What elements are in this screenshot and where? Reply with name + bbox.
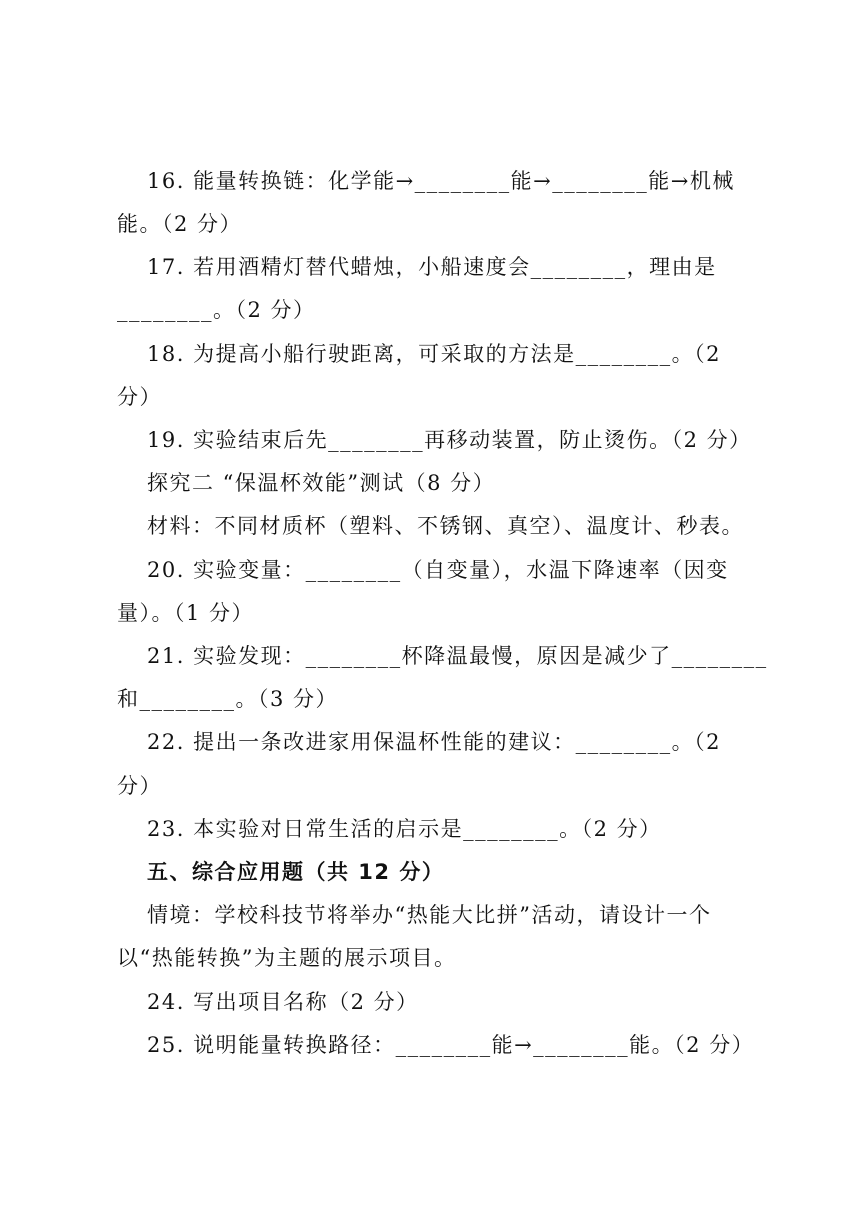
- question-22-line-2: 分）: [117, 774, 162, 798]
- question-17-line-2: ________。（2 分）: [117, 298, 316, 322]
- question-22-line-1: 22. 提出一条改进家用保温杯性能的建议：________。（2: [147, 730, 721, 754]
- question-24: 24. 写出项目名称（2 分）: [147, 990, 419, 1014]
- question-21-line-2: 和________。（3 分）: [117, 687, 339, 711]
- question-20-line-1: 20. 实验变量：________（自变量），水温下降速率（因变: [147, 558, 729, 582]
- question-18-line-2: 分）: [117, 385, 162, 409]
- question-17-line-1: 17. 若用酒精灯替代蜡烛，小船速度会________，理由是: [147, 255, 717, 279]
- question-21-line-1: 21. 实验发现：________杯降温最慢，原因是减少了________: [147, 644, 768, 668]
- question-18-line-1: 18. 为提高小船行驶距离，可采取的方法是________。（2: [147, 342, 721, 366]
- question-23: 23. 本实验对日常生活的启示是________。（2 分）: [147, 817, 662, 841]
- question-19: 19. 实验结束后先________再移动装置，防止烫伤。（2 分）: [147, 428, 752, 452]
- section-heading-5: 五、综合应用题（共 12 分）: [147, 860, 445, 884]
- scenario-line-2: 以“热能转换”为主题的展示项目。: [117, 946, 457, 970]
- question-25: 25. 说明能量转换路径：________能→________能。（2 分）: [147, 1033, 755, 1057]
- section-heading-explore-2: 探究二 “保温杯效能”测试（8 分）: [147, 471, 496, 495]
- scenario-line-1: 情境：学校科技节将举办“热能大比拼”活动，请设计一个: [147, 903, 712, 927]
- materials-line: 材料：不同材质杯（塑料、不锈钢、真空）、温度计、秒表。: [147, 514, 744, 538]
- question-20-line-2: 量）。（1 分）: [117, 601, 255, 625]
- question-16-line-2: 能。（2 分）: [117, 212, 243, 236]
- question-16-line-1: 16. 能量转换链：化学能→________能→________能→机械: [147, 169, 735, 193]
